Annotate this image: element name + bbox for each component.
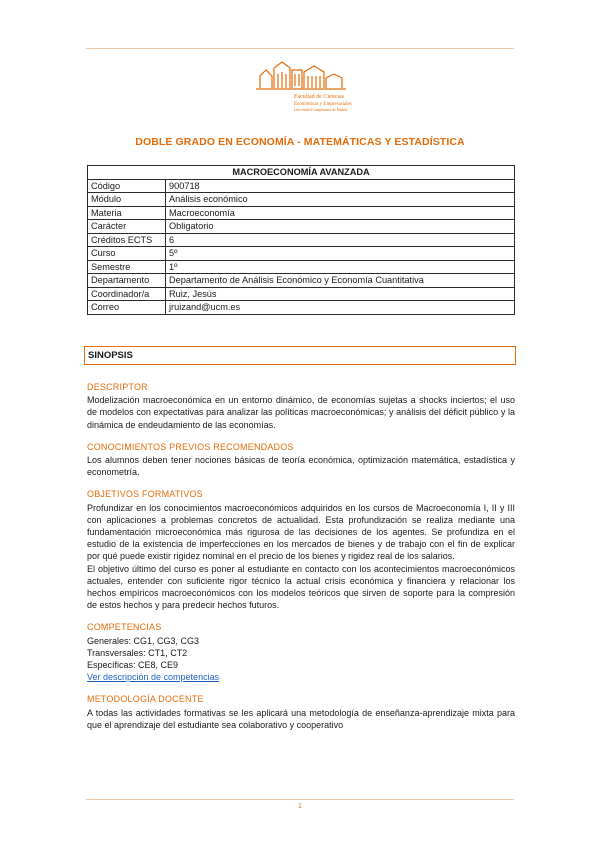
- competencies-specific: Específicas: CE8, CE9: [87, 660, 179, 671]
- table-row: Carácter Obligatorio: [88, 220, 515, 234]
- page-number: 1: [298, 803, 302, 810]
- table-row: Módulo Análisis económico: [88, 193, 515, 207]
- descriptor-heading: DESCRIPTOR: [87, 382, 148, 392]
- competencies-heading: COMPETENCIAS: [87, 622, 162, 633]
- prior-knowledge-heading: CONOCIMIENTOS PREVIOS RECOMENDADOS: [87, 441, 294, 452]
- syllabus-content: [87, 381, 515, 731]
- table-row: Semestre 1º: [88, 260, 515, 274]
- faculty-logo: [252, 58, 352, 114]
- header-rule: [86, 48, 514, 49]
- competencies-transversal: Transversales: CT1, CT2: [87, 647, 188, 658]
- table-row: Créditos ECTS 6: [88, 233, 515, 247]
- competencies-description-link[interactable]: Ver descripción de competencias: [87, 672, 220, 683]
- table-row: Departamento Departamento de Análisis Económico y Economía Cuantitativa: [88, 274, 515, 288]
- table-row: Código 900718: [88, 179, 515, 193]
- footer-rule: [86, 799, 514, 800]
- svg-text:Universidad Complutense de Mad: Universidad Complutense de Madrid: [294, 108, 348, 112]
- svg-text:Facultad de Ciencias: Facultad de Ciencias: [294, 94, 344, 100]
- methodology-text: A todas las actividades formativas se les aplicará una metodología de enseñanza-aprendizaje mixta para que el aprendizaje del estudiante sea colaborativo y cooperativo: [87, 707, 515, 730]
- table-row: Materia Macroeconomía: [88, 206, 515, 220]
- competencies-general: Generales: CG1, CG3, CG3: [87, 635, 200, 646]
- prior-knowledge-text: Los alumnos deben tener nociones básicas de teoría económica, optimización matemática, estadística y econometría.: [87, 455, 515, 478]
- table-row: Curso 5º: [88, 247, 515, 261]
- svg-text:Económicas y Empresariales: Económicas y Empresariales: [294, 102, 352, 107]
- course-name-header: MACROECONOMÍA AVANZADA: [88, 166, 515, 180]
- table-row: Correo jruizand@ucm.es: [88, 301, 515, 315]
- descriptor-text: Modelización macroeconómica en un entorno dinámico, de economías sujetas a shocks inciertos; el uso de modelos con expectativas para analizar las políticas macroeconómicas; y análisis del déficit público y la dinámica de endeudamiento de las economías.: [87, 395, 515, 430]
- sinopsis-heading: SINOPSIS: [84, 346, 516, 365]
- objectives-paragraph-1: Profundizar en los conocimientos macroeconómicos adquiridos en los cursos de Macroeconomía I, II y III con aplicaciones a problemas concretos de actualidad. Esta profundización se realiza mediante una fundamentación microeconómica más rigurosa de las decisiones de los agentes. Se profundiza en el estudio de la existencia de imperfecciones en los mercados de bienes y de trabajo con el fin de explicar por qué puede existir rigidez nominal en el precio de los bienes y rigidez real de los salarios.: [87, 502, 515, 562]
- course-info-table: [87, 165, 515, 315]
- objectives-heading: OBJETIVOS FORMATIVOS: [87, 489, 203, 500]
- objectives-paragraph-2: El objetivo último del curso es poner al estudiante en contacto con los acontecimientos macroeconómicos actuales, entender con suficiente rigor técnico la actual crisis económica y financiera y relacionar los hechos empíricos macroeconómicos con los modelos teóricos que sirven de soporte para la compresión de estos hechos y para predecir hechos futuros.: [87, 563, 515, 611]
- degree-title: DOBLE GRADO EN ECONOMÍA - MATEMÁTICAS Y ESTADÍSTICA: [135, 136, 465, 148]
- table-row: Coordinador/a Ruiz, Jesús: [88, 287, 515, 301]
- methodology-heading: METODOLOGÍA DOCENTE: [87, 694, 204, 705]
